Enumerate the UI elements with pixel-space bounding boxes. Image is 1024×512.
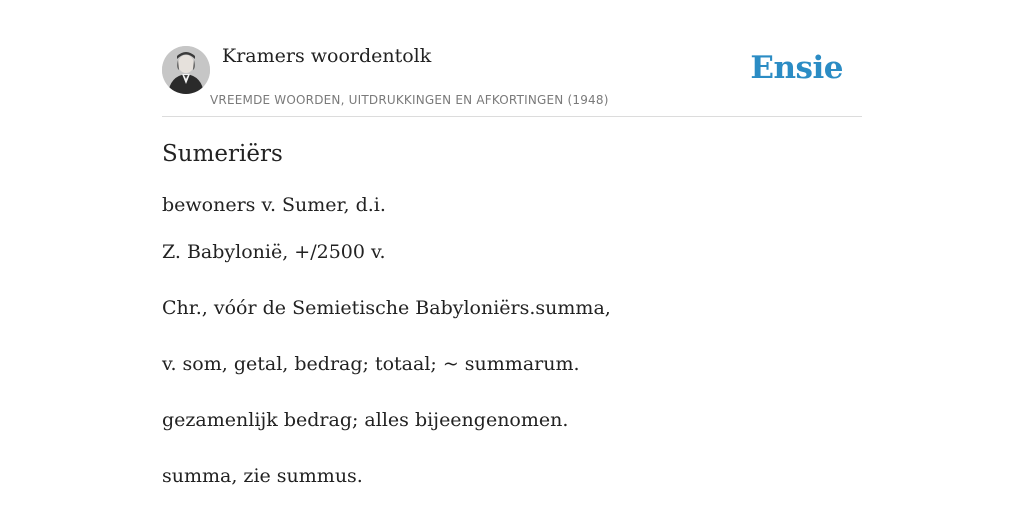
entry-line: bewoners v. Sumer, d.i. [162,194,386,216]
entry-title: Sumeriërs [162,141,283,167]
source-subtitle: VREEMDE WOORDEN, UITDRUKKINGEN EN AFKORTINGEN (1948) [210,93,609,107]
source-avatar[interactable] [162,46,210,94]
entry-line: summa, zie summus. [162,465,363,487]
entry-line: v. som, getal, bedrag; totaal; ~ summarum. [162,353,580,375]
entry-line: Z. Babylonië, +/2500 v. [162,241,386,263]
entry-line: Chr., vóór de Semietische Babyloniërs.summa, [162,297,611,319]
source-header [162,0,862,117]
entry-line: gezamenlijk bedrag; alles bijeengenomen. [162,409,569,431]
ensie-logo[interactable]: Ensie [750,50,843,86]
source-title[interactable]: Kramers woordentolk [222,45,432,67]
portrait-icon [162,46,210,94]
page [162,0,862,487]
